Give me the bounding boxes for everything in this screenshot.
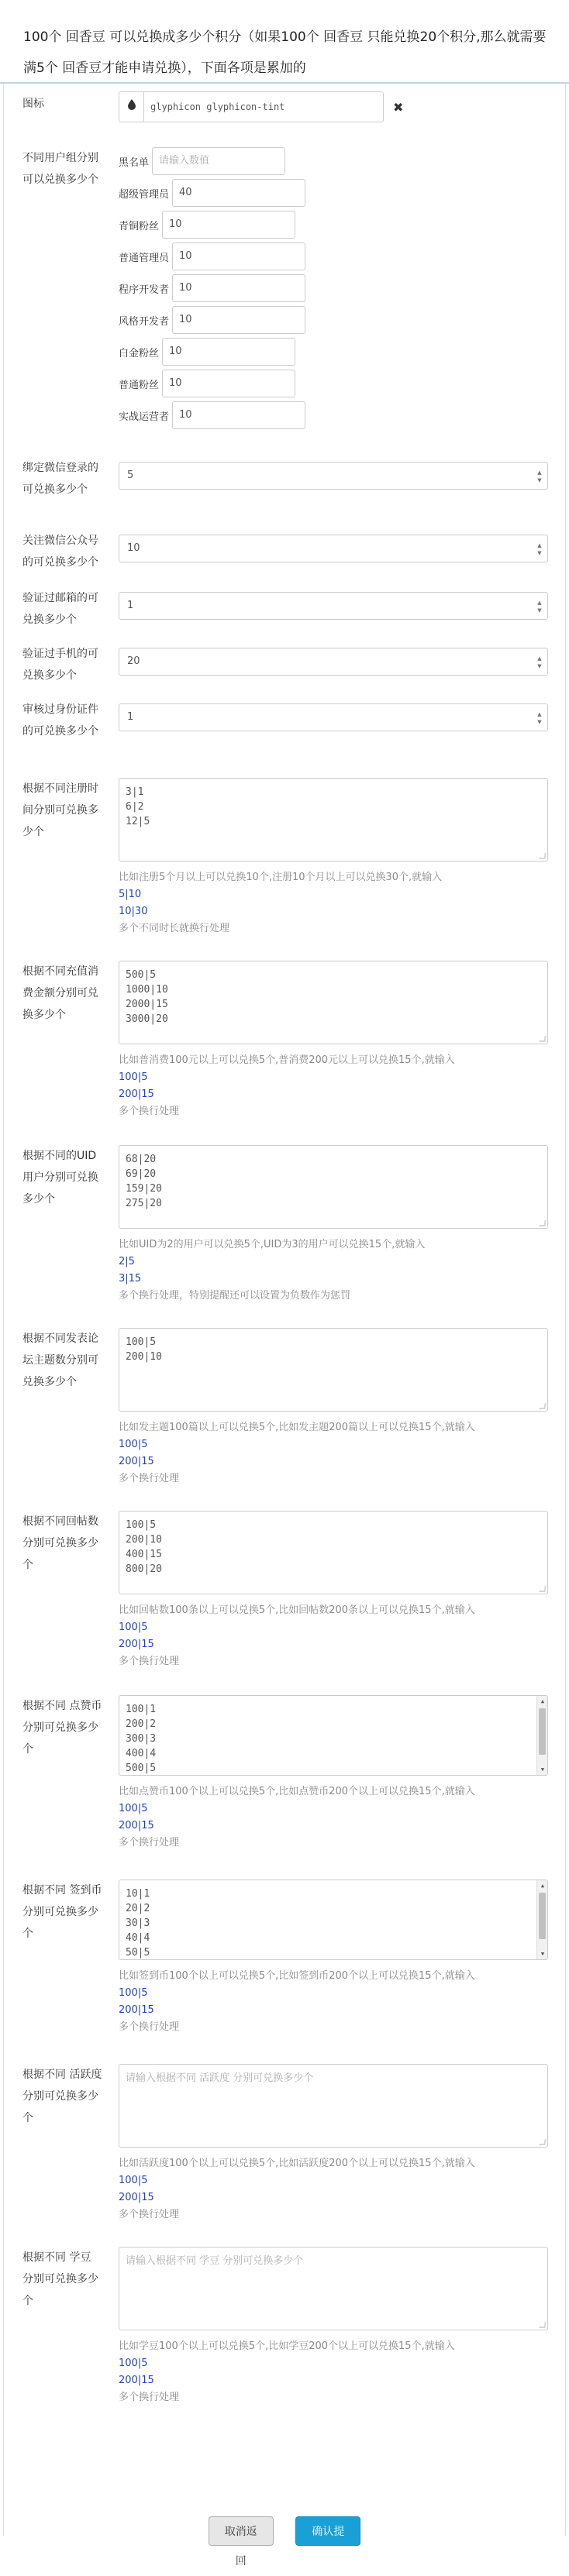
group-line — [119, 304, 305, 335]
group-label: 风格开发者 — [119, 315, 170, 328]
textarea-field-row — [4, 1511, 565, 1689]
number-input[interactable] — [119, 535, 548, 562]
group-label: 实战运营者 — [119, 411, 170, 423]
textarea-value: 100|1 200|2 300|3 400|4 500|5 — [126, 1704, 157, 1774]
help-example: 200|15 — [119, 1456, 154, 1467]
help-text — [119, 1419, 548, 1487]
textarea-field-row — [4, 1695, 565, 1873]
spinner-icon[interactable]: ▲ ▼ — [537, 711, 542, 725]
resize-handle-icon[interactable] — [539, 2139, 546, 2145]
help-example: 100|5 — [119, 2175, 148, 2186]
spinner-icon[interactable]: ▲ ▼ — [537, 600, 542, 614]
help-text — [119, 1783, 548, 1852]
icon-field-row — [4, 90, 565, 124]
cancel-button[interactable]: 取消返回 — [209, 2516, 274, 2546]
help-example: 100|5 — [119, 2358, 148, 2369]
help-line: 多个换行处理 — [119, 2209, 180, 2220]
textarea-input[interactable] — [119, 778, 548, 862]
help-example: 200|15 — [119, 1089, 154, 1100]
help-text — [119, 2338, 548, 2406]
textarea-scrollbar[interactable] — [536, 1696, 547, 1775]
textarea-input[interactable] — [119, 1511, 548, 1594]
group-label: 普通粉丝 — [119, 379, 160, 391]
textarea-field-label: 根据不同 活跃度 分别可兑换多少个 — [22, 2069, 102, 2124]
textarea-field-row — [4, 2247, 565, 2425]
scroll-thumb[interactable] — [539, 1893, 546, 1939]
help-line: 比如发主题100篇以上可以兑换5个,比如发主题200篇以上可以兑换15个,就输入 — [119, 1422, 475, 1433]
textarea-field-label: 根据不同 学豆 分别可兑换多少个 — [22, 2251, 98, 2307]
help-line: 多个换行处理 — [119, 2392, 180, 2403]
group-label: 超级管理员 — [119, 188, 170, 201]
group-line — [119, 177, 305, 208]
help-example: 200|15 — [119, 2004, 154, 2016]
help-line: 比如回帖数100条以上可以兑换5个,比如回帖数200条以上可以兑换15个,就输入 — [119, 1604, 475, 1616]
spinner-icon[interactable]: ▲ ▼ — [537, 542, 542, 556]
panel-heading: 100个 回香豆 可以兑换成多少个积分（如果100个 回香豆 只能兑换20个积分,那么就需要满5个 回香豆才能申请兑换），下面各项是累加的 — [0, 0, 569, 84]
help-text — [119, 1968, 548, 2036]
form-body — [3, 84, 566, 2567]
help-line: 多个换行处理，特别提醒还可以设置为负数作为惩罚 — [119, 1290, 351, 1302]
textarea-value: 3|1 6|2 12|5 — [126, 786, 150, 827]
number-input[interactable] — [119, 462, 548, 490]
scroll-down-icon[interactable]: ▼ — [540, 1766, 545, 1773]
textarea-value: 100|5 200|10 — [126, 1336, 162, 1363]
scroll-down-icon[interactable]: ▼ — [540, 1951, 545, 1957]
group-value-input[interactable]: 请输入数值 — [152, 147, 285, 175]
textarea-field-label: 根据不同 点赞币 分别可兑换多少个 — [22, 1700, 102, 1756]
resize-handle-icon[interactable] — [539, 2322, 546, 2328]
textarea-input[interactable] — [119, 2064, 548, 2148]
help-example: 200|15 — [119, 1639, 154, 1650]
help-example: 5|10 — [119, 889, 142, 900]
numeric-field-row — [4, 699, 565, 761]
numeric-field-label: 审核过身份证件的可兑换多少个 — [22, 703, 98, 738]
help-text — [119, 1602, 548, 1670]
group-value-input[interactable]: 40 — [172, 179, 305, 207]
group-line — [119, 241, 305, 272]
help-line: 多个换行处理 — [119, 1837, 180, 1849]
textarea-field-label: 根据不同的UID用户分别可兑换多少个 — [22, 1150, 98, 1205]
help-text — [119, 869, 548, 937]
textarea-value: 10|1 20|2 30|3 40|4 50|5 — [126, 1888, 150, 1959]
group-value-input[interactable]: 10 — [172, 242, 305, 270]
textarea-field-label: 根据不同充值消费金额分别可兑换多少个 — [22, 965, 98, 1021]
scroll-up-icon[interactable]: ▲ — [540, 1883, 545, 1889]
group-value-input[interactable]: 10 — [162, 211, 295, 239]
textarea-field-row — [4, 1328, 565, 1506]
textarea-field-label: 根据不同 签到币 分别可兑换多少个 — [22, 1884, 102, 1940]
group-value-input[interactable]: 10 — [172, 306, 305, 334]
spinner-icon[interactable]: ▲ ▼ — [537, 469, 542, 483]
submit-button[interactable]: 确认提交 — [295, 2516, 360, 2546]
number-input[interactable] — [119, 703, 548, 731]
help-text — [119, 1236, 548, 1305]
group-line — [119, 336, 295, 367]
icon-class-input[interactable]: glyphicon glyphicon-tint — [143, 91, 384, 122]
number-value: 1 — [127, 600, 134, 611]
help-example: 100|5 — [119, 1987, 148, 1999]
group-label: 黑名单 — [119, 156, 150, 169]
numeric-field-row — [4, 643, 565, 705]
help-example: 100|5 — [119, 1622, 148, 1633]
help-example: 2|5 — [119, 1256, 135, 1267]
resize-handle-icon[interactable] — [539, 1403, 546, 1409]
textarea-scrollbar[interactable] — [536, 1880, 547, 1959]
textarea-value: 68|20 69|20 159|20 275|20 — [126, 1154, 162, 1209]
spinner-icon[interactable]: ▲ ▼ — [537, 655, 542, 669]
group-line — [119, 209, 295, 240]
number-value: 1 — [127, 711, 134, 723]
textarea-input[interactable] — [119, 1880, 548, 1960]
resize-handle-icon[interactable] — [539, 853, 546, 859]
help-line: 多个换行处理 — [119, 1106, 180, 1117]
help-line: 多个换行处理 — [119, 1473, 180, 1484]
help-text — [119, 2155, 548, 2223]
help-example: 200|15 — [119, 2375, 154, 2386]
numeric-field-label: 验证过手机的可兑换多少个 — [22, 648, 98, 682]
resize-handle-icon[interactable] — [539, 1220, 546, 1226]
textarea-field-row — [4, 778, 565, 956]
textarea-input[interactable] — [119, 2247, 548, 2330]
help-line: 比如UID为2的用户可以兑换5个,UID为3的用户可以兑换15个,就输入 — [119, 1239, 426, 1250]
group-label: 青铜粉丝 — [119, 220, 160, 232]
group-label: 白金粉丝 — [119, 347, 160, 359]
numeric-field-row — [4, 587, 565, 649]
textarea-input[interactable] — [119, 1328, 548, 1412]
textarea-field-label: 根据不同注册时间分别可兑换多少个 — [22, 782, 98, 838]
group-value-input[interactable]: 10 — [172, 274, 305, 302]
help-line: 比如注册5个月以上可以兑换10个,注册10个月以上可以兑换30个,就输入 — [119, 872, 443, 883]
group-line — [119, 273, 305, 304]
help-line: 多个换行处理 — [119, 1656, 180, 1667]
number-value: 20 — [127, 655, 140, 667]
group-value-input[interactable]: 10 — [172, 401, 305, 429]
textarea-field-label: 根据不同回帖数分别可兑换多少个 — [22, 1515, 98, 1571]
textarea-field-row — [4, 2064, 565, 2242]
textarea-input[interactable] — [119, 1145, 548, 1229]
textarea-value: 100|5 200|10 400|15 800|20 — [126, 1519, 162, 1575]
icon-field-label: 图标 — [22, 98, 44, 110]
scroll-thumb[interactable] — [539, 1708, 546, 1755]
group-label: 程序开发者 — [119, 284, 170, 296]
textarea-input[interactable] — [119, 961, 548, 1044]
help-line: 多个不同时长就换行处理 — [119, 923, 230, 934]
group-label: 普通管理员 — [119, 252, 170, 264]
resize-handle-icon[interactable] — [539, 1036, 546, 1042]
numeric-field-label: 关注微信公众号的可兑换多少个 — [22, 535, 98, 569]
textarea-placeholder: 请输入根据不同 学豆 分别可兑换多少个 — [126, 2255, 304, 2267]
help-line: 比如活跃度100个以上可以兑换5个,比如活跃度200个以上可以兑换15个,就输入 — [119, 2158, 475, 2169]
textarea-field-row — [4, 1880, 565, 2058]
help-text — [119, 1052, 548, 1120]
help-line: 比如普消费100元以上可以兑换5个,普消费200元以上可以兑换15个,就输入 — [119, 1054, 455, 1066]
clear-icon[interactable]: ✖ — [393, 99, 404, 115]
help-line: 比如签到币100个以上可以兑换5个,比如签到币200个以上可以兑换15个,就输入 — [119, 1970, 475, 1982]
tint-icon[interactable] — [119, 91, 143, 122]
help-line: 多个换行处理 — [119, 2021, 180, 2033]
textarea-placeholder: 请输入根据不同 活跃度 分别可兑换多少个 — [126, 2072, 314, 2084]
textarea-value: 500|5 1000|10 2000|15 3000|20 — [126, 969, 168, 1025]
numeric-field-label: 验证过邮箱的可兑换多少个 — [22, 592, 98, 626]
help-line: 比如点赞币100个以上可以兑换5个,比如点赞币200个以上可以兑换15个,就输入 — [119, 1786, 475, 1797]
numeric-field-row — [4, 530, 565, 592]
group-value-input[interactable]: 10 — [162, 370, 295, 397]
help-example: 200|15 — [119, 1820, 154, 1831]
number-value: 5 — [127, 469, 134, 481]
number-input[interactable] — [119, 648, 548, 676]
help-example: 3|15 — [119, 1273, 142, 1285]
group-line — [119, 400, 305, 431]
groups-field-label: 不同用户组分别可以兑换多少个 — [22, 152, 98, 186]
group-line — [119, 146, 285, 177]
groups-field-row — [4, 136, 565, 431]
help-example: 100|5 — [119, 1803, 148, 1814]
textarea-field-row — [4, 961, 565, 1139]
help-line: 比如学豆100个以上可以兑换5个,比如学豆200个以上可以兑换15个,就输入 — [119, 2340, 455, 2352]
help-example: 100|5 — [119, 1439, 148, 1450]
help-example: 100|5 — [119, 1071, 148, 1083]
textarea-field-label: 根据不同发表论坛主题数分别可兑换多少个 — [22, 1333, 98, 1388]
form-actions — [4, 2516, 565, 2567]
help-example: 10|30 — [119, 906, 148, 917]
textarea-field-row — [4, 1145, 565, 1323]
help-example: 200|15 — [119, 2192, 154, 2203]
numeric-field-row — [4, 457, 565, 519]
textarea-input[interactable] — [119, 1695, 548, 1776]
scroll-up-icon[interactable]: ▲ — [540, 1698, 545, 1704]
resize-handle-icon[interactable] — [539, 1586, 546, 1592]
number-input[interactable] — [119, 592, 548, 620]
icon-picker — [119, 91, 548, 122]
numeric-field-label: 绑定微信登录的可兑换多少个 — [22, 462, 98, 496]
number-value: 10 — [127, 542, 140, 554]
group-value-input[interactable]: 10 — [162, 338, 295, 366]
group-line — [119, 368, 295, 399]
